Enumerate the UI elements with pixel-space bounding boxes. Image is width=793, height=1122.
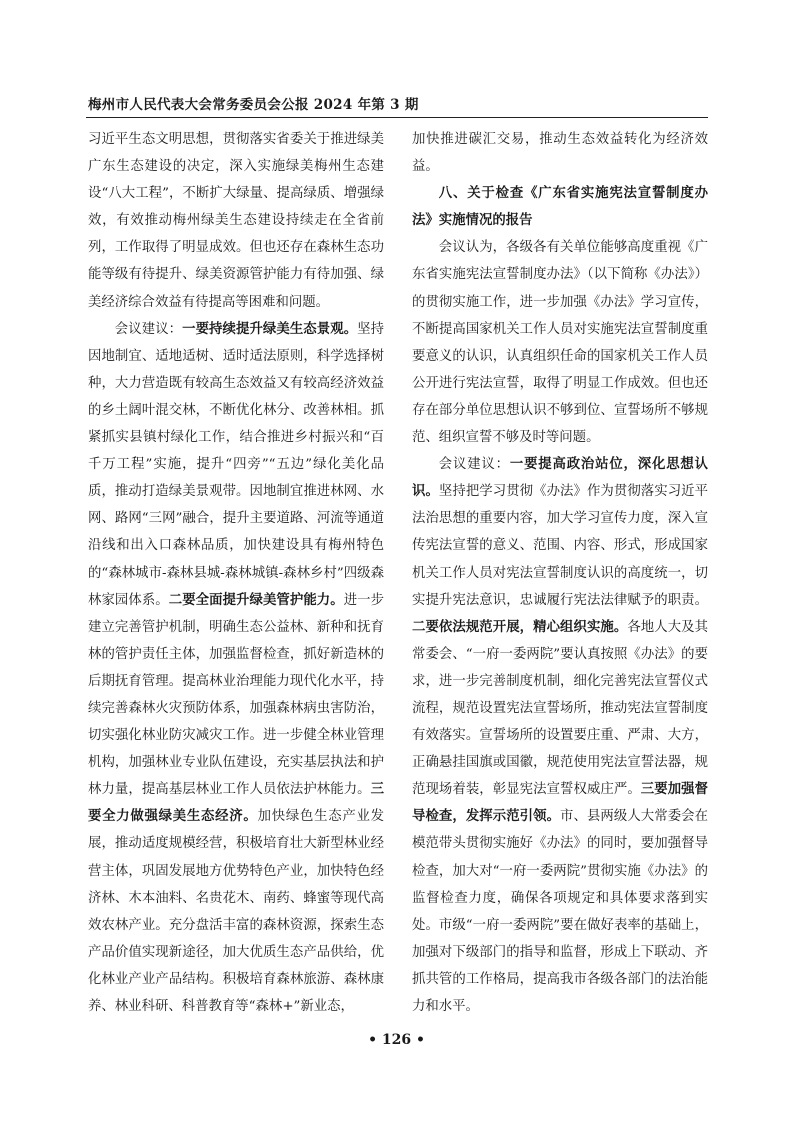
right-column — [412, 126, 708, 1020]
point-2-text: 进一步建立完善管护机制，明确生态公益林、新种和抚育林的管护责任主体，加强监督检查，抓好新造林的后期抚育管理。提高林业治理能力现代化水平，持续完善森林火灾预防体系，加强森林病虫害防治，切实强化林业防灾减灾工作。进一步健全林业管理机构，加强林业专业队伍建设，充实基层执法和护林力量，提高基层林业工作人员依法护林能力。 — [88, 592, 385, 798]
bold-point-2: 二要依法规范开展，精心组织实施。 — [412, 618, 628, 635]
paragraph-meeting-view: 会议认为，各级各有关单位能够高度重视《广东省实施宪法宣誓制度办法》（以下简称《办法》）的贯彻实施工作，进一步加强《办法》学习宣传，不断提高国家机关工作人员对实施宪法宣誓制度重要意义的认识，认真组织任命的国家机关工作人员公开进行宪法宣誓，取得了明显工作成效。但也还存在部分单位思想认识不够到位、宣誓场所不够规范、组织宣誓不够及时等问题。 — [412, 240, 708, 446]
bulletin-header: 梅州市人民代表大会常务委员会公报 2024 年第 3 期 — [88, 97, 419, 113]
header-rule — [86, 117, 708, 118]
point-2-text: 各地人大及其常委会、“一府一委两院”要认真按照《办法》的要求，进一步完善制度机制，细化完善宪法宣誓仪式流程，规范设置宪法宣誓场所，推动宪法宣誓制度有效落实。宣誓场所的设置要庄重、严肃、大方，正确悬挂国旗或国徽，规范使用宪法宣誓法器，规范现场着装，彰显宪法宣誓权威庄严。 — [412, 619, 709, 798]
bold-point-1: 一要提高政治站位，深化思想认识。 — [412, 456, 709, 500]
bold-point-1: 一要持续提升绿美生态景观。 — [182, 320, 358, 337]
paragraph-continued: 习近平生态文明思想，贯彻落实省委关于推进绿美广东生态建设的决定，深入实施绿美梅州生态建设“八大工程”，不断扩大绿量、提高绿质、增强绿效，有效推动梅州绿美生态建设持续走在全省前列，工作取得了明显成效。但也还存在森林生态功能等级有待提升、绿美资源管护能力有待加强、绿美经济综合效益有待提高等困难和问题。 — [88, 132, 384, 310]
section-heading: 八、关于检查《广东省实施宪法宣誓制度办法》实施情况的报告 — [412, 185, 708, 229]
lead-text: 会议建议： — [114, 321, 183, 337]
paragraph-suggestions-forest — [88, 316, 384, 1020]
lead-text: 会议建议： — [438, 457, 510, 473]
bold-point-2: 二要全面提升绿美管护能力。 — [168, 591, 344, 608]
point-3-text: 加快绿色生态产业发展，推动适度规模经营，积极培育壮大新型林业经营主体，巩固发展地方优势特色产业，加快特色经济林、木本油料、名贵花木、南药、蜂蜜等现代高效农林产业。充分盘活丰富的森林资源，探索生态产品价值实现新途径，加大优质生态产品供给，优化林业产业产品结构。积极培育森林旅游、森林康养、林业科研、科普教育等“森林+”新业态， — [88, 809, 385, 1014]
paragraph-suggestions-oath — [412, 451, 708, 1020]
paragraph-continued-right: 加快推进碳汇交易，推动生态效益转化为经济效益。 — [412, 132, 708, 175]
point-1-text: 坚持把学习贯彻《办法》作为贯彻落实习近平法治思想的重要内容，加大学习宣传力度，深入宣传宪法宣誓的意义、范围、内容、形式，形成国家机关工作人员对宪法宣誓制度认识的高度统一，切实提升宪法意识，忠诚履行宪法法律赋予的职责。 — [412, 484, 709, 608]
left-column — [88, 126, 384, 1020]
point-1-text: 坚持因地制宜、适地适树、适时适法原则，科学选择树种，大力营造既有较高生态效益又有较高经济效益的乡土阔叶混交林，不断优化林分、改善林相。抓紧抓实县镇村绿化工作，结合推进乡村振兴和“百千万工程”实施，提升“四旁”“五边”绿化美化品质，推动打造绿美景观带。因地制宜推进林网、水网、路网“三网”融合，提升主要道路、河流等通道沿线和出入口森林品质，加快建设具有梅州特色的“森林城市-森林县城-森林城镇-森林乡村”四级森林家园体系。 — [88, 321, 385, 608]
page-number: • 126 • — [368, 1032, 425, 1048]
bold-point-3: 三要全力做强绿美生态经济。 — [88, 781, 384, 825]
point-3-text: 市、县两级人大常委会在模范带头贯彻实施好《办法》的同时，要加强督导检查，加大对“一府一委两院”贯彻实施《办法》的监督检查力度，确保各项规定和具体要求落到实处。市级“一府一委两院”要在做好表率的基础上，加强对下级部门的指导和监督，形成上下联动、齐抓共管的工作格局，提高我市各级各部门的法治能力和水平。 — [412, 809, 709, 1014]
bold-point-3: 三要加强督导检查，发挥示范引领。 — [412, 781, 709, 825]
